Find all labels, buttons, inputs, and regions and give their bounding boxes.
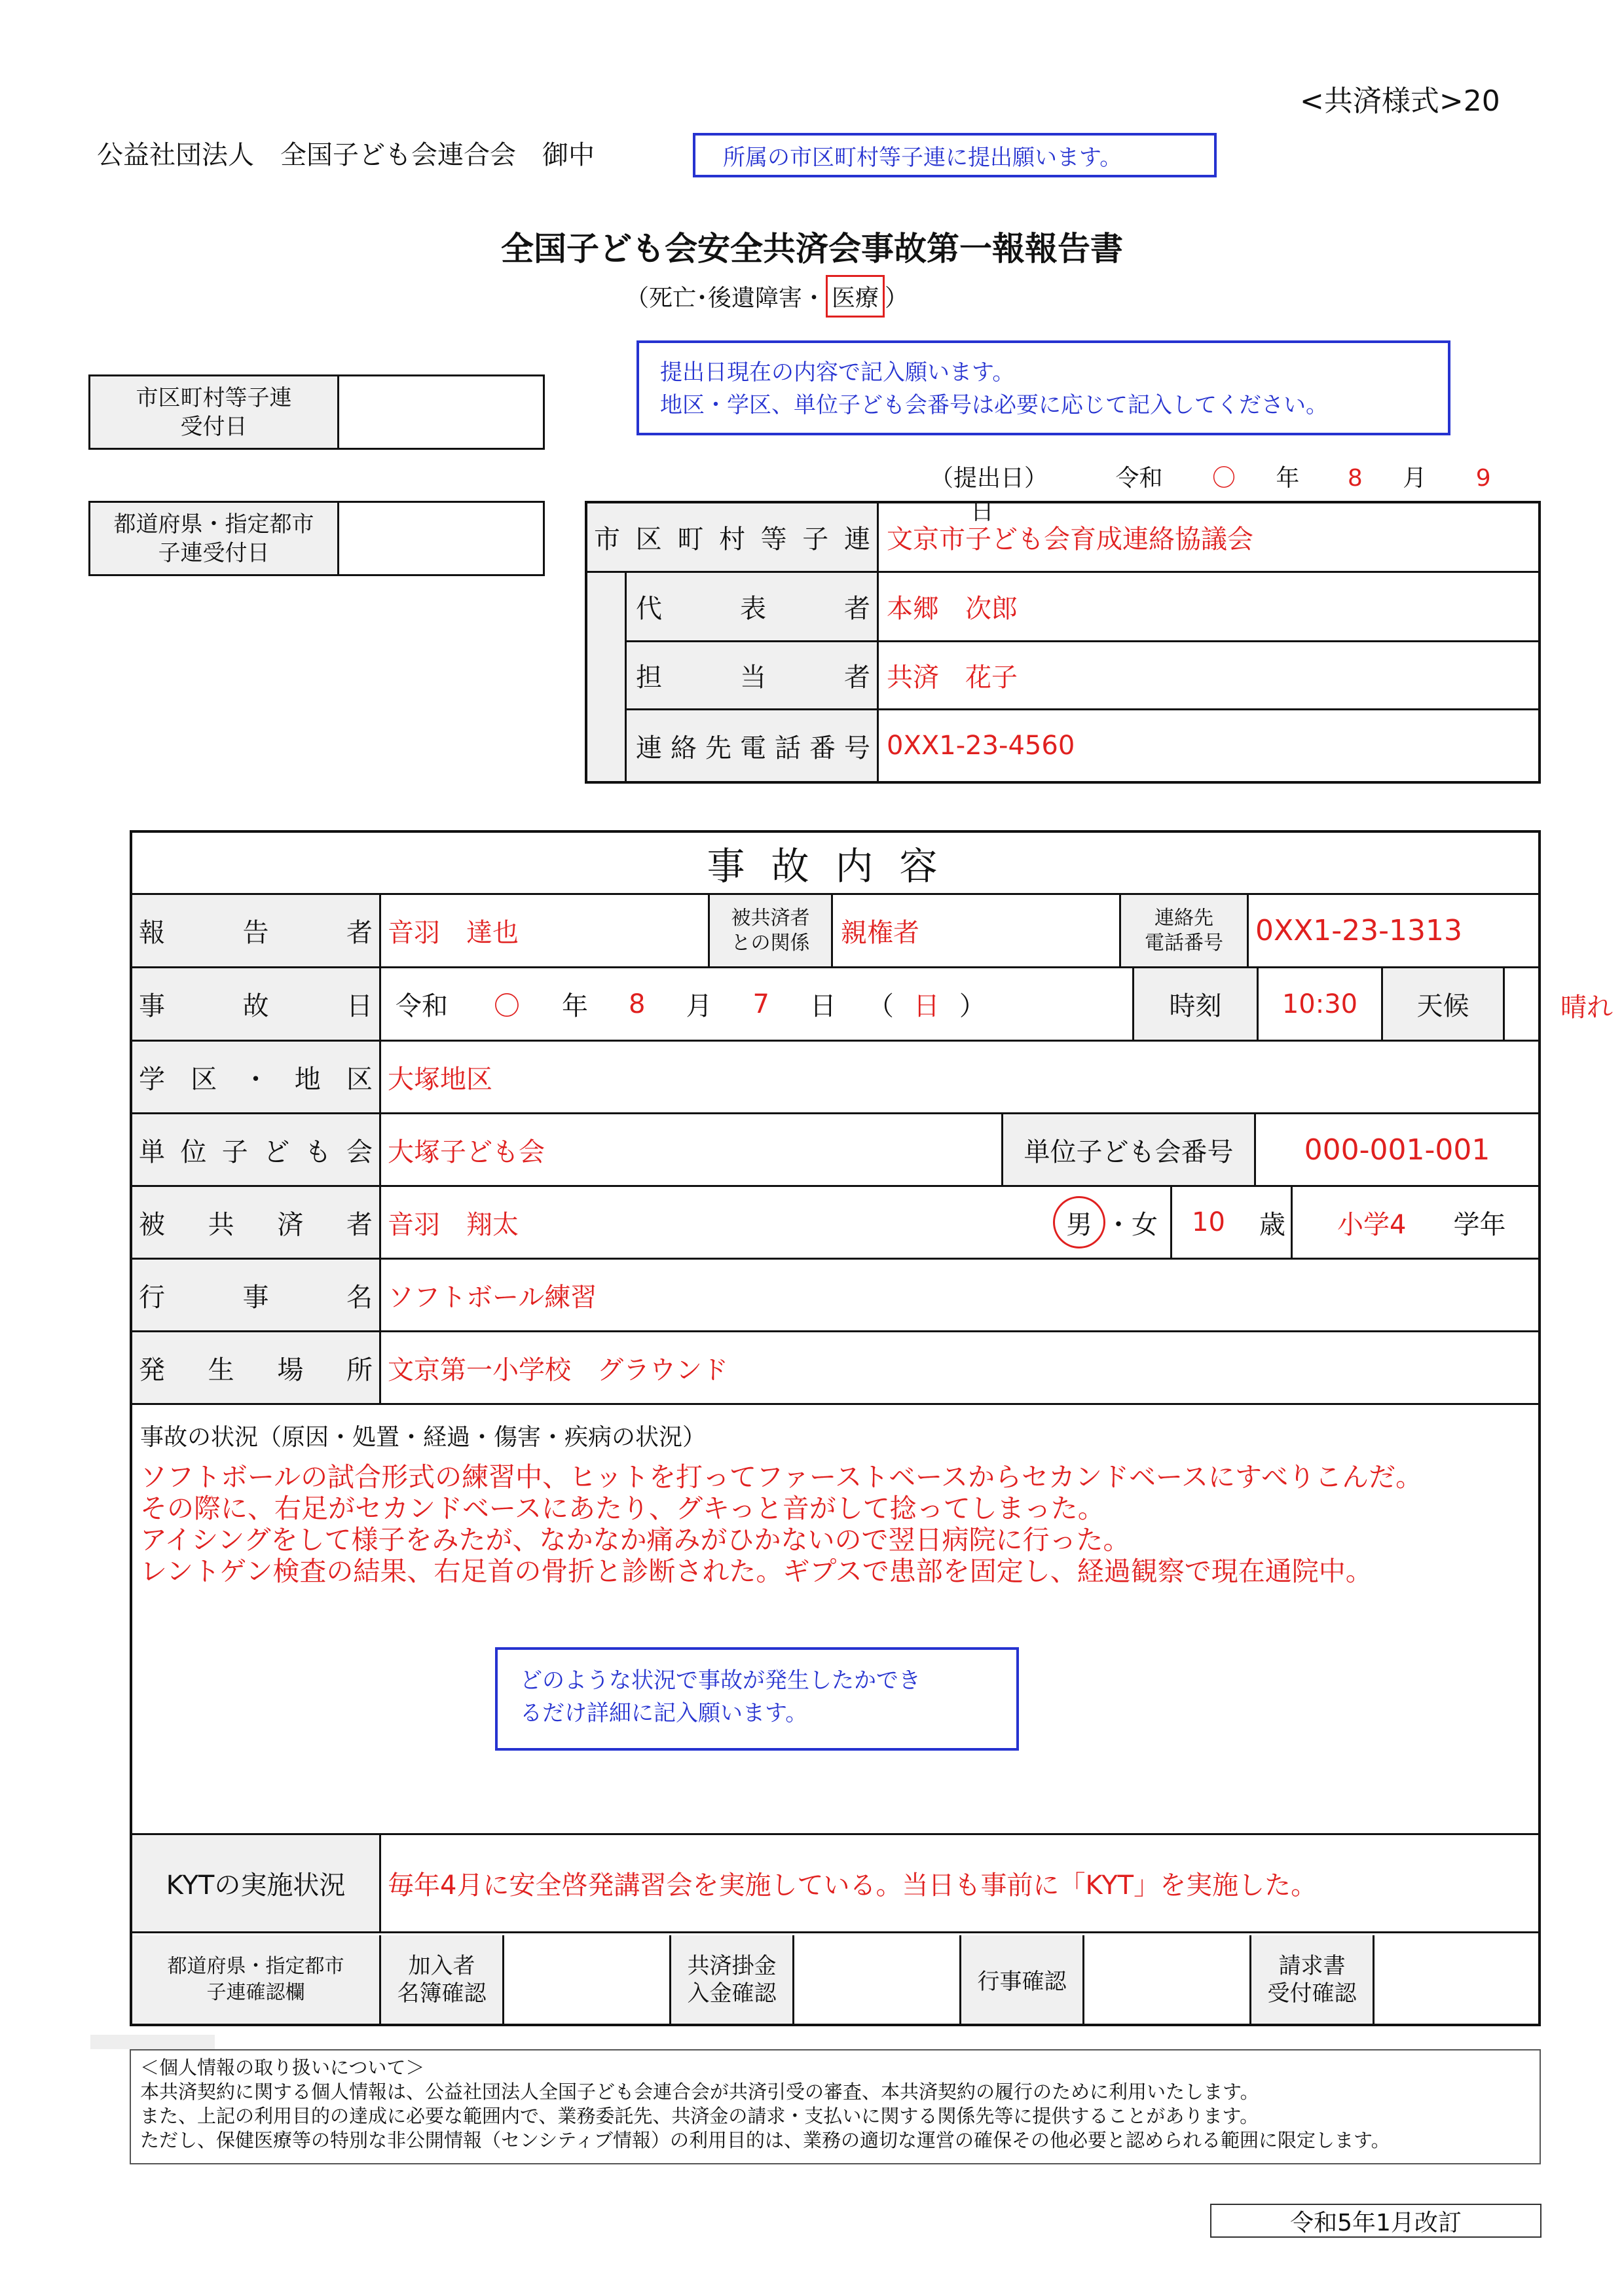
org-rep-value: 本郷 次郎 [879,573,1538,642]
accident-table [130,830,1613,2026]
confirm-pref-label: 都道府県・指定都市 子連確認欄 [132,1935,381,2024]
submit-note: 所属の市区町村等子連に提出願います。 [693,133,1217,177]
org-table [585,501,1541,784]
confirm-payment-box [794,1935,961,2024]
submission-date: （提出日） 令和 〇 年 8 月 9 日 [930,465,1491,525]
relation-label: 被共済者 との関係 [710,895,833,968]
revision-note: 令和5年1月改訂 [1210,2204,1541,2238]
club-no-value: 000-001-001 [1256,1114,1538,1187]
accident-date: 令和 〇 年 8 月 7 日 （ 日 ） [381,968,1134,1042]
category-line: （死亡･後遺障害・ 医療 ） [625,275,908,318]
org-label-tel: 連 絡 先 電 話 番 号 [627,710,879,781]
confirm-claim-box [1375,1935,1538,2024]
org-label-contact: 担 当 者 [627,642,879,710]
club-value: 大塚子ども会 [381,1114,1003,1187]
category-selected: 医療 [826,275,885,318]
situation-note: どのような状況で事故が発生したかでき るだけ詳細に記入願います。 [495,1647,1019,1751]
fill-note: 提出日現在の内容で記入願います。 地区・学区、単位子ども会番号は必要に応じて記入してください。 [637,340,1450,435]
reporter-label: 報 告 者 [132,895,381,968]
event-label: 行 事 名 [132,1260,381,1332]
privacy-notice: ＜個人情報の取り扱いについて＞ 本共済契約に関する個人情報は、公益社団法人全国子ども会連合会が共済引受の審査、本共済契約の履行のために利用いたします。 また、上記の利用目的の達成に必要な範囲内で、業務委託先、共済金の請求・支払いに関する関係先等に提供することがあります。 ただし、保健医療等の特別な非公開情報（センシティブ情報）の利用目的は、業務の適切な運営の確保その他必要と認められる範囲に限定します。 [130,2049,1541,2164]
pref-receipt-label: 都道府県・指定都市 子連受付日 [90,503,339,574]
reporter-value: 音羽 達也 [381,895,710,968]
situation-text: ソフトボールの試合形式の練習中、ヒットを打ってファーストベースからセカンドベースにすべりこんだ。 その際に、右足がセカンドベースにあたり、グキっと音がして捻ってしまった。 アイシングをして様子をみたが、なかなか痛みがひかないので翌日病院に行った。 レントゲン検査の結果、右足首の骨折と診断された。ギプスで患部を固定し、経過観察で現在通院中。 [140,1461,1423,1587]
addressee: 公益社団法人 全国子ども会連合会 御中 [97,140,595,170]
weather-label: 天候 [1383,968,1505,1042]
accident-heading: 事故内容 [132,833,1538,895]
org-label-city: 市 区 町 村 等 子 連 [587,503,879,573]
place-value: 文京第一小学校 グラウンド [381,1332,1538,1405]
insured-label: 被 共 済 者 [132,1187,381,1260]
date-label: 事 故 日 [132,968,381,1042]
reporter-tel-label: 連絡先 電話番号 [1121,895,1249,968]
city-receipt-box [88,374,545,450]
page-title: 全国子ども会安全共済会事故第一報報告書 [501,230,1123,268]
form-number: <共済様式>20 [1300,84,1500,118]
situation-label: 事故の状況（原因・処置・経過・傷害・疾病の状況） [140,1424,707,1451]
event-value: ソフトボール練習 [381,1260,1538,1332]
org-tel-value: 0XX1-23-4560 [887,731,1075,761]
weather-value: 晴れ [1560,992,1613,1023]
sex-male-circled: 男 [1053,1196,1105,1248]
grade-field: 小学4 学年 [1293,1187,1538,1260]
relation-value: 親権者 [833,895,1121,968]
time-value: 10:30 [1259,968,1383,1042]
kyt-value: 毎年4月に安全啓発講習会を実施している。当日も事前に「KYT」を実施した。 [381,1835,1538,1933]
margin-marker [90,2035,215,2049]
confirm-event-label: 行事確認 [961,1935,1084,2024]
sex-field: 男 ・ 女 [1041,1187,1170,1260]
city-receipt-label: 市区町村等子連 受付日 [90,376,339,448]
org-label-rep: 代 表 者 [627,573,879,642]
confirm-members-box [504,1935,671,2024]
club-label: 単 位 子 ど も 会 [132,1114,381,1187]
district-value: 大塚地区 [381,1042,1538,1114]
reporter-tel-value: 0XX1-23-1313 [1249,895,1538,968]
place-label: 発 生 場 所 [132,1332,381,1405]
confirm-event-box [1084,1935,1251,2024]
confirm-payment-label: 共済掛金 入金確認 [671,1935,794,2024]
age-field: 10 歳 [1172,1187,1293,1260]
pref-receipt-box [88,501,545,576]
kyt-label: KYTの実施状況 [132,1835,381,1933]
time-label: 時刻 [1134,968,1259,1042]
org-city-value: 文京市子ども会育成連絡協議会 [879,503,1538,573]
district-label: 学 区 ・ 地 区 [132,1042,381,1114]
org-contact-value: 共済 花子 [879,642,1538,710]
confirm-claim-label: 請求書 受付確認 [1251,1935,1375,2024]
club-no-label: 単位子ども会番号 [1003,1114,1256,1187]
insured-value: 音羽 翔太 [381,1187,1170,1260]
confirm-members-label: 加入者 名簿確認 [381,1935,504,2024]
